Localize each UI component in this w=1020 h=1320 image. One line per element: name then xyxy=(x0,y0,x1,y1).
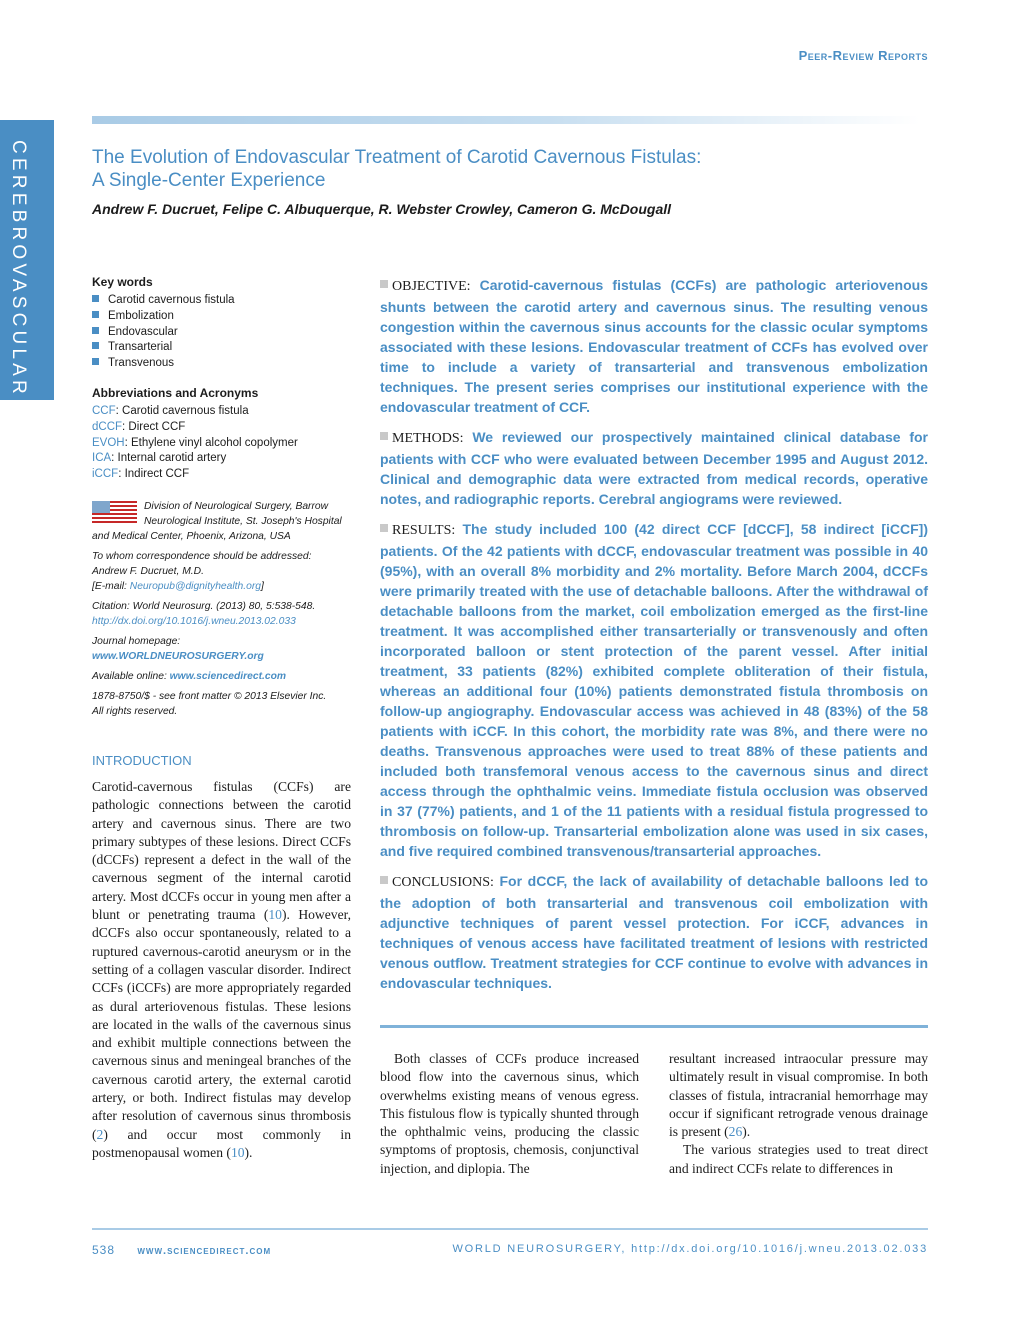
abstract xyxy=(380,275,928,1003)
abstract-methods: METHODS: We reviewed our prospectively maintained clinical database for patients with CCF who were evaluated between December 1995 and August 2012. Clinical and demographic data were extracted from medical records, operative notes, and radiographic reports. Cerebral angiograms were reviewed. xyxy=(380,429,928,507)
bullet-square-icon xyxy=(92,358,99,365)
citation-link[interactable]: 10 xyxy=(268,907,282,923)
footer-left xyxy=(92,1243,271,1257)
introduction-paragraph: Carotid-cavernous fistulas (CCFs) are pathologic connections between the carotid artery and cavernous sinus. There are two primary subtypes of these lesions. Direct CCFs (dCCFs) represent a defect in the wall of the cavernous segment of the internal carotid artery. Most dCCFs occur in young men after a blunt or penetrating trauma (10). However, dCCFs also occur spontaneously, related to a ruptured cavernous-carotid aneurysm or in the setting of a collagen vascular disorder. Indirect CCFs (iCCFs) are more appropriately regarded as dural arteriovenous fistulas. These lesions are located in the walls of the cavernous sinus and exhibit multiple connections between the cavernous sinus and meningeal branches of the cavernous carotid artery, the external carotid artery, or both. Indirect fistulas may develop after resolution of cavernous sinus thrombosis (2) and occur most commonly in postmenopausal women (10). xyxy=(92,779,351,1160)
header-rule xyxy=(92,116,920,124)
bullet-square-icon xyxy=(380,280,388,288)
title-line-2: A Single-Center Experience xyxy=(92,170,326,191)
introduction-heading: INTRODUCTION xyxy=(92,753,192,768)
abbreviation-item: ICA: Internal carotid artery xyxy=(92,452,227,465)
keyword-item: Transvenous xyxy=(92,356,354,372)
keyword-item: Transarterial xyxy=(92,340,354,356)
citation-link[interactable]: 26 xyxy=(728,1124,743,1140)
section-label: Peer-Review Reports xyxy=(798,48,928,63)
keywords-heading: Key words xyxy=(92,275,153,289)
abbreviation-item: EVOH: Ethylene vinyl alcohol copolymer xyxy=(92,436,298,449)
body-paragraph: The various strategies used to treat direct and indirect CCFs relate to differences in xyxy=(669,1142,928,1176)
abstract-conclusions: CONCLUSIONS: For dCCF, the lack of availability of detachable balloons led to the adoption of both transarterial and transvenous coil embolization with adjunctive techniques of parent vessel protection. For iCCF, advances in techniques of venous access have facilitated treatment of lesions with restricted venous outflow. Treatment strategies for CCF continue to evolve with advances in endovascular techniques. xyxy=(380,873,928,991)
article-info xyxy=(92,499,354,719)
body-paragraph: resultant increased intraocular pressure may ultimately result in visual compromise. In both classes of fistula, intracranial hemorrhage may occur if significant retrograde venous drainage is present (26). xyxy=(669,1051,928,1140)
correspondence: To whom correspondence should be addressed: Andrew F. Ducruet, M.D. [E-mail: Neuropub@dignityhealth.org] xyxy=(92,550,312,592)
bullet-square-icon xyxy=(92,295,99,302)
title-line-1: The Evolution of Endovascular Treatment of Carotid Cavernous Fistulas: xyxy=(92,147,702,168)
keywords-list xyxy=(92,293,354,372)
abbreviation-item: iCCF: Indirect CCF xyxy=(92,468,190,481)
abbreviations-heading: Abbreviations and Acronyms xyxy=(92,385,259,400)
keyword-item: Endovascular xyxy=(92,325,354,341)
available-online: Available online: www.sciencedirect.com xyxy=(92,670,287,682)
bullet-square-icon xyxy=(92,311,99,318)
copyright: 1878-8750/$ - see front matter © 2013 Elsevier Inc. All rights reserved. xyxy=(92,690,327,717)
author-list: Andrew F. Ducruet, Felipe C. Albuquerque, R. Webster Crowley, Cameron G. McDougall xyxy=(92,201,672,217)
citation-link[interactable]: 10 xyxy=(230,1144,245,1160)
citation: Citation: World Neurosurg. (2013) 80, 5:538-548. http://dx.doi.org/10.1016/j.wneu.2013.02.033 xyxy=(92,600,316,627)
footer-journal-ref[interactable]: WORLD NEUROSURGERY, http://dx.doi.org/10.1016/j.wneu.2013.02.033 xyxy=(452,1243,928,1255)
abbreviations-list xyxy=(92,404,354,483)
side-tab-label: CEREBROVASCULAR xyxy=(8,140,29,398)
body-column-2 xyxy=(669,1050,928,1178)
citation-link[interactable]: 2 xyxy=(96,1126,104,1142)
left-sidebar xyxy=(92,275,354,724)
bullet-square-icon xyxy=(92,327,99,334)
footer-site-link[interactable]: www.sciencedirect.com xyxy=(137,1245,272,1257)
abstract-divider xyxy=(380,1025,928,1028)
bullet-square-icon xyxy=(380,876,388,884)
section-side-tab xyxy=(0,120,54,400)
footer-rule xyxy=(92,1228,928,1230)
bullet-square-icon xyxy=(92,342,99,349)
abbreviation-item: dCCF: Direct CCF xyxy=(92,420,186,433)
keyword-item: Embolization xyxy=(92,309,354,325)
affiliation: Division of Neurological Surgery, Barrow Neurological Institute, St. Joseph's Hospital and Medical Center, Phoenix, Arizona, USA xyxy=(92,500,342,542)
abstract-objective: OBJECTIVE: Carotid-cavernous fistulas (CCFs) are pathologic arteriovenous shunts between the carotid artery and cavernous sinus. The resulting venous congestion within the cavernous sinus accounts for the classic ocular symptoms associated with these lesions. Endovascular treatment of CCFs has evolved over time to include a variety of transarterial and transvenous embolization techniques. The present series comprises our institutional experience with the endovascular treatment of CCF. xyxy=(380,277,928,415)
doi-link[interactable]: http://dx.doi.org/10.1016/j.wneu.2013.02.033 xyxy=(92,615,296,627)
homepage-link[interactable]: www.WORLDNEUROSURGERY.org xyxy=(92,650,264,662)
email-link[interactable]: Neuropub@dignityhealth.org xyxy=(129,580,262,592)
us-flag-icon xyxy=(92,501,137,525)
body-column-1: Both classes of CCFs produce increased blood flow into the cavernous sinus, which overwhelms existing means of venous egress. This fistulous flow is typically shunted through the ophthalmic veins, producing the classic symptoms of proptosis, chemosis, conjunctival injection, and diplopia. The xyxy=(380,1051,639,1176)
journal-homepage: Journal homepage: www.WORLDNEUROSURGERY.org xyxy=(92,635,264,662)
abstract-results: RESULTS: The study included 100 (42 direct CCF [dCCF], 58 indirect [iCCF]) patients. Of the 42 patients with dCCF, endovascular treatment was possible in 40 (95%), with an overall 8% morbidity and 2% mortality. Before March 2004, dCCFs were primarily treated with the use of detachable balloons. After the withdrawal of detachable balloons from the market, coil embolization emerged as the first-line treatment. It was accomplished either transarterially or transvenously and often incorporated balloon or stent protection of the parent vessel. After initial treatment, 33 patients (82%) exhibited complete obliteration of their fistula, whereas an additional four (10%) patients demonstrated fistula thrombosis on follow-up angiography. Endovascular access was achieved in 48 (83%) of the 58 patients with iCCF. In this cohort, the morbidity rate was 8%, and there were no deaths. Transvenous approaches were used to treat 88% of these patients and included both transfemoral venous access to the cavernous sinus and direct access through the ophthalmic veins. Immediate fistula occlusion was observed in 37 (77%) patients, and 1 of the 11 patients with a residual fistula progressed to thrombosis on follow-up. Transarterial embolization alone was used in six cases, and five required combined transvenous/transarterial approaches. xyxy=(380,521,929,859)
page-number: 538 xyxy=(92,1243,116,1257)
keyword-item: Carotid cavernous fistula xyxy=(92,293,354,309)
article-title xyxy=(92,146,852,192)
bullet-square-icon xyxy=(380,432,388,440)
bullet-square-icon xyxy=(380,524,388,532)
abbreviation-item: CCF: Carotid cavernous fistula xyxy=(92,404,249,417)
sciencedirect-link[interactable]: www.sciencedirect.com xyxy=(169,670,287,682)
